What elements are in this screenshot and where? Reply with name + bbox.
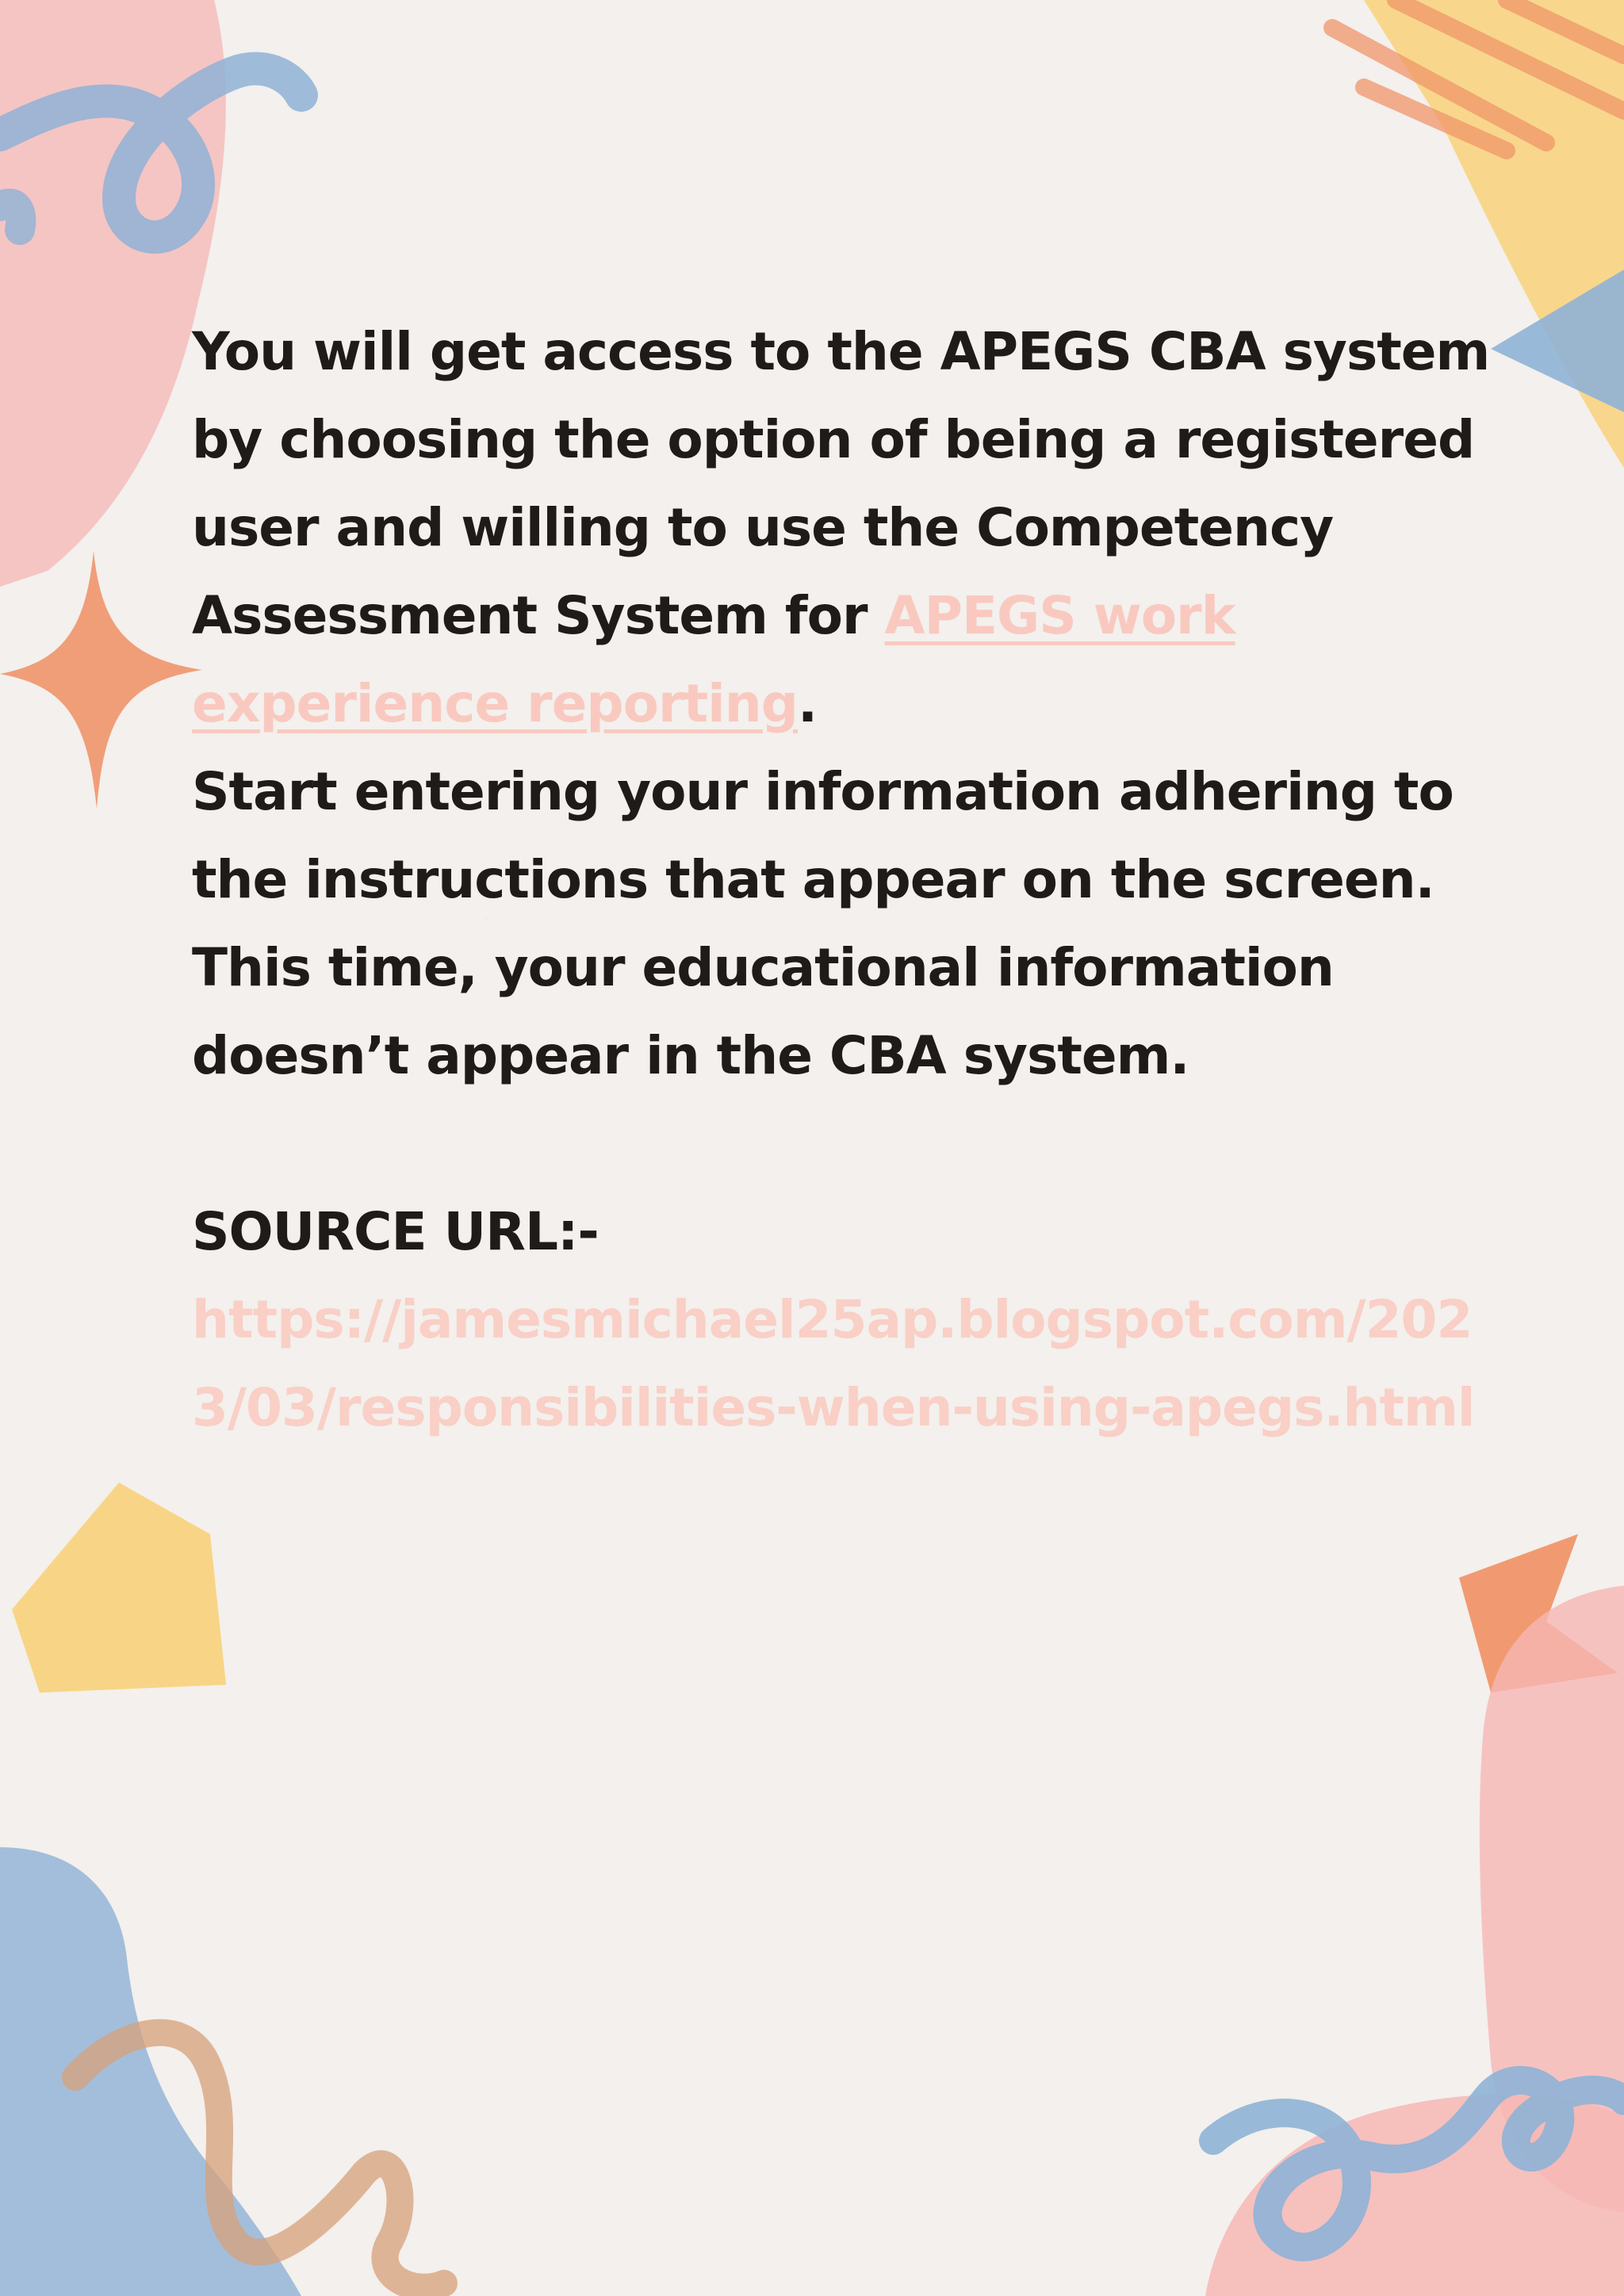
- intro-paragraph: [192, 308, 1492, 748]
- blue-blob-bottom-left: [0, 1847, 301, 2296]
- document-body: [192, 308, 1492, 1452]
- intro-end: .: [797, 673, 818, 734]
- orange-star-left: [0, 551, 202, 809]
- instructions-paragraph: Start entering your information adhering to the instructions that appear on the screen. This time, your educational information doesn’t appear in the CBA system.: [192, 761, 1454, 1086]
- apegs-work-experience-link[interactable]: APEGS work experience reporting: [192, 585, 1235, 734]
- intro-text: You will get access to the APEGS CBA system by choosing the option of being a registered user and willing to use the Competency Assessment System for: [192, 321, 1490, 646]
- source-url-link[interactable]: https://jamesmichael25ap.blogspot.com/2023/03/responsibilities-when-using-apegs.html: [192, 1289, 1475, 1438]
- yellow-pentagon-left: [12, 1483, 226, 1693]
- source-label: SOURCE URL:-: [192, 1201, 599, 1262]
- source-block: [192, 1188, 1492, 1452]
